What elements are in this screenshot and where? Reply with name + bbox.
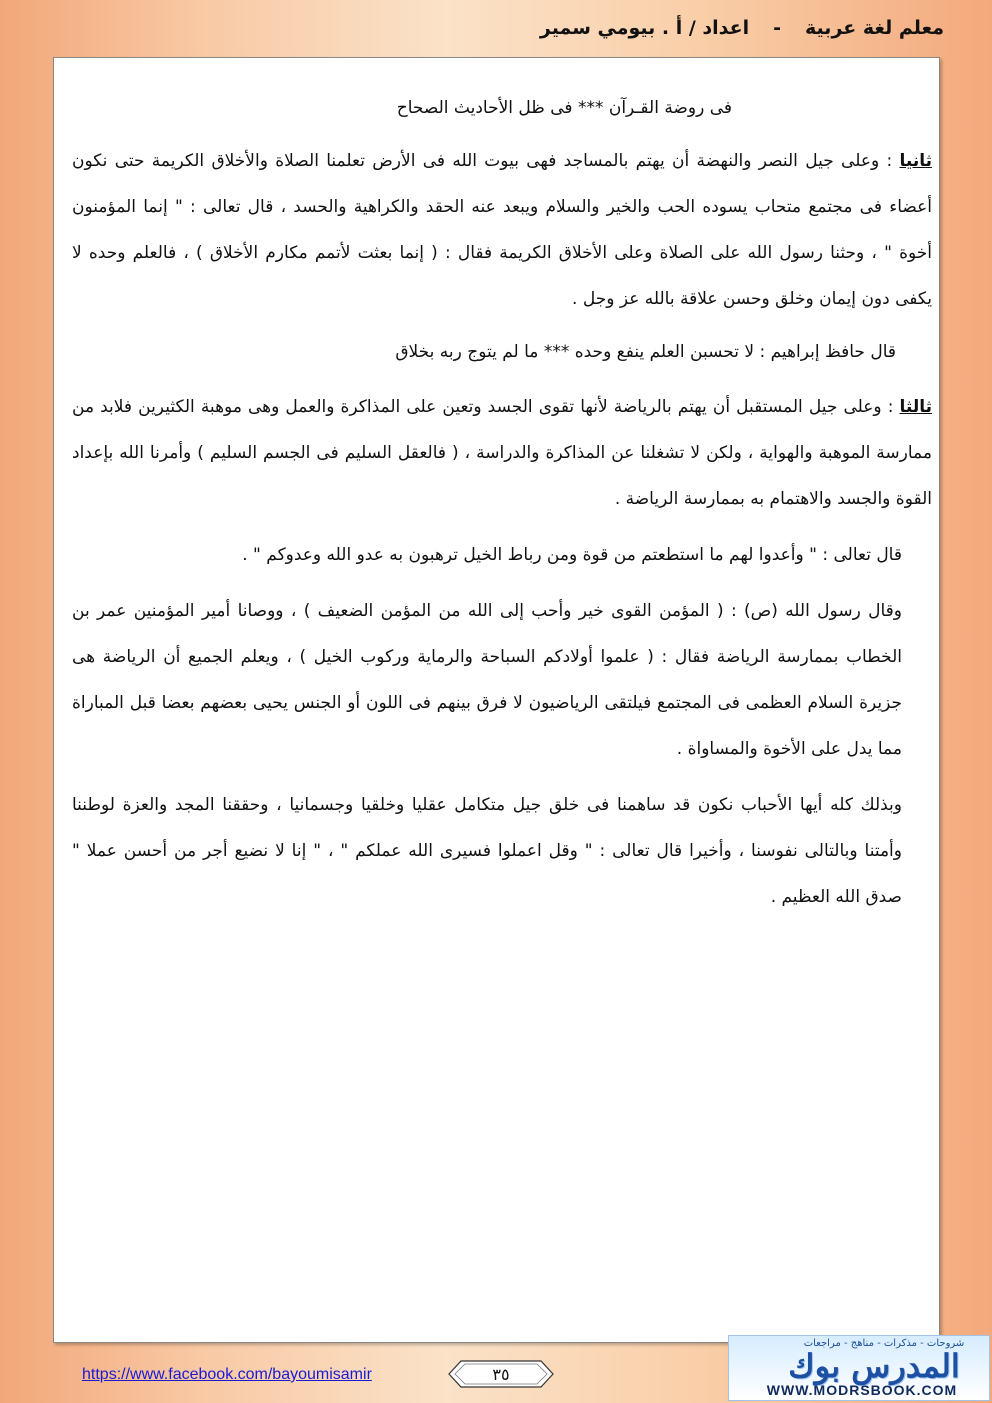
header-separator: - [773, 17, 782, 39]
header-role: معلم لغة عربية [805, 17, 944, 39]
verse-paragraph: قال تعالى : " وأعدوا لهم ما استطعتم من قوة ومن رباط الخيل ترهبون به عدو الله وعدوكم " . [242, 545, 902, 565]
section-third-label: ثالثا [899, 397, 932, 417]
page-number: ٣٥ [492, 1364, 510, 1384]
hadith-paragraph: وقال رسول الله (ص) : ( المؤمن القوى خير وأحب إلى الله من المؤمن الضعيف ) ، ووصانا أمير المؤمنين عمر بن الخطاب بممارسة الرياضة فقال : ( علموا أولادكم السباحة والرماية وركوب الخيل ) ، ويعلم الجميع أن الرياضة هى جزيرة السلام العظمى فى المجتمع فيلتقى الرياضيون لا فرق بينهم فى اللون أو الجنس يحيى بعضهم بعضا قبل المباراة مما يدل على الأخوة والمساواة . [72, 601, 902, 759]
page-title: فى روضة القـرآن *** فى ظل الأحاديث الصحاح [396, 98, 732, 118]
section-second-text: : وعلى جيل النصر والنهضة أن يهتم بالمساجد فهى بيوت الله فى الأرض تعلمنا الصلاة والأخلاق الكريمة حتى نكون أعضاء فى مجتمع متحاب يسوده الحب والخير والسلام ويبعد عنه الحقد والكراهية والحسد ، قال تعالى : " إنما المؤمنون أخوة " ، وحثنا رسول الله على الصلاة وعلى الأخلاق الكريمة فقال : ( إنما بعثت لأتمم مكارم الأخلاق ) ، فالعلم وحده لا يكفى دون إيمان وخلق وحسن علاقة بالله عز وجل . [72, 151, 932, 309]
page-number-badge [447, 1359, 555, 1389]
header-author: اعداد / أ . بيومي سمير [539, 17, 750, 39]
section-third-text: : وعلى جيل المستقبل أن يهتم بالرياضة لأنها تقوى الجسد وتعين على المذاكرة والعمل وهى موهبة الكثيرين فلابد من ممارسة الموهبة والهواية ، ولكن لا تشغلنا عن المذاكرة والدراسة ، ( فالعقل السليم فى الجسم السليم ) وأمرنا الله بإعداد القوة والجسد والاهتمام به بممارسة الرياضة . [72, 397, 932, 509]
page-header [540, 10, 944, 46]
section-second [72, 138, 932, 322]
poem-line: قال حافظ إبراهيم : لا تحسبن العلم ينفع وحده *** ما لم يتوج ربه بخلاق [395, 342, 896, 362]
section-third [72, 384, 932, 522]
section-second-label: ثانيا [899, 151, 932, 171]
logo-url: WWW.MODRSBOOK.COM [766, 1382, 958, 1398]
logo-name: المدرس بوك [788, 1347, 960, 1385]
conclusion-paragraph: وبذلك كله أيها الأحباب نكون قد ساهمنا فى خلق جيل متكامل عقليا وخلقيا وجسمانيا ، وحققنا المجد والعزة لوطننا وأمتنا وبالتالى نفوسنا ، وأخيرا قال تعالى : " وقل اعملوا فسيرى الله عملكم " ، " إنا لا نضيع أجر من أحسن عملا " صدق الله العظيم . [72, 795, 902, 907]
site-logo [728, 1335, 990, 1401]
logo-tagline: شروحات - مذكرات - مناهج - مراجعات [803, 1338, 965, 1349]
page-content [72, 88, 932, 930]
facebook-link[interactable]: https://www.facebook.com/bayoumisamir [82, 1366, 372, 1383]
